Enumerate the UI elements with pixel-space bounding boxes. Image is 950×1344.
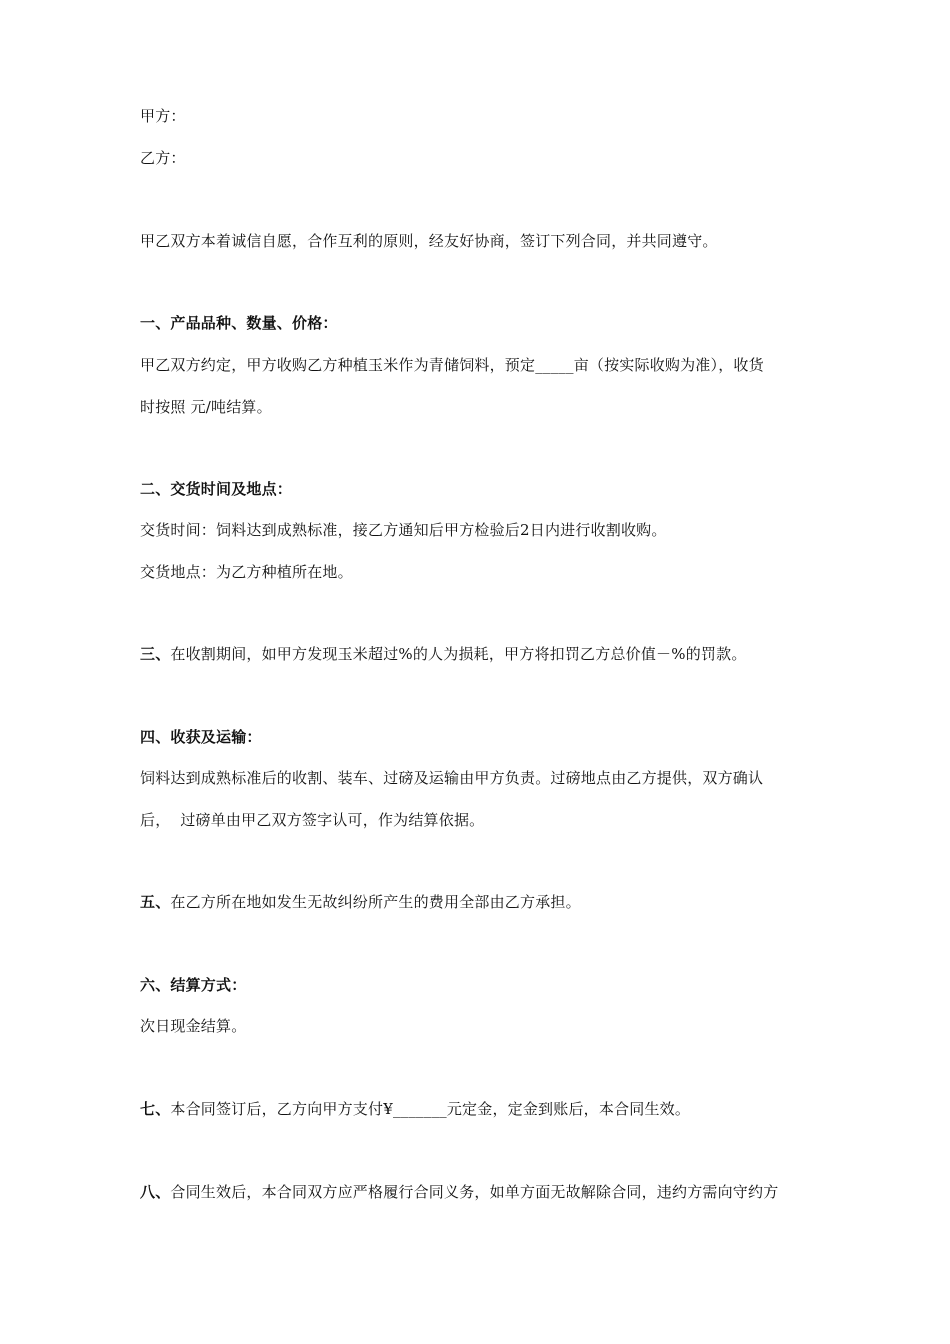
section-7-text: 本合同签订后，乙方向甲方支付¥_______元定金，定金到账后，本合同生效。: [170, 1100, 691, 1118]
section-6-heading: 六、结算方式：: [140, 976, 247, 994]
section-3-number: 三、: [140, 645, 171, 663]
section-1-line-2: 时按照 元/吨结算。: [140, 398, 272, 416]
section-8-paragraph: [140, 1182, 778, 1202]
section-1-heading: 一、产品品种、数量、价格：: [140, 314, 338, 332]
section-3-text: 在收割期间，如甲方发现玉米超过%的人为损耗，甲方将扣罚乙方总价值－%的罚款。: [170, 645, 747, 663]
section-6-line-1: 次日现金结算。: [140, 1017, 247, 1035]
section-7-paragraph: [140, 1099, 690, 1119]
party-a-label: 甲方：: [140, 107, 186, 125]
section-4-line-2: 后， 过磅单由甲乙双方签字认可，作为结算依据。: [140, 811, 485, 829]
section-8-number: 八、: [140, 1183, 171, 1201]
section-5-paragraph: [140, 892, 581, 912]
section-5-text: 在乙方所在地如发生无故纠纷所产生的费用全部由乙方承担。: [170, 893, 581, 911]
section-8-text: 合同生效后，本合同双方应严格履行合同义务，如单方面无故解除合同，违约方需向守约方: [170, 1183, 779, 1201]
section-7-number: 七、: [140, 1100, 171, 1118]
section-2-line-2: 交货地点：为乙方种植所在地。: [140, 563, 353, 581]
section-2-heading: 二、交货时间及地点：: [140, 480, 293, 498]
preamble-text: 甲乙双方本着诚信自愿，合作互利的原则，经友好协商，签订下列合同，并共同遵守。: [140, 232, 718, 250]
party-b-label: 乙方：: [140, 149, 186, 167]
section-5-number: 五、: [140, 893, 171, 911]
section-4-heading: 四、收获及运输：: [140, 728, 262, 746]
section-4-line-1: 饲料达到成熟标准后的收割、装车、过磅及运输由甲方负责。过磅地点由乙方提供，双方确认: [140, 769, 764, 787]
section-3-paragraph: [140, 644, 747, 664]
section-2-line-1: 交货时间：饲料达到成熟标准，接乙方通知后甲方检验后2日内进行收割收购。: [140, 521, 667, 539]
section-1-line-1: 甲乙双方约定，甲方收购乙方种植玉米作为青储饲料，预定_____亩（按实际收购为准），收货: [140, 356, 764, 374]
